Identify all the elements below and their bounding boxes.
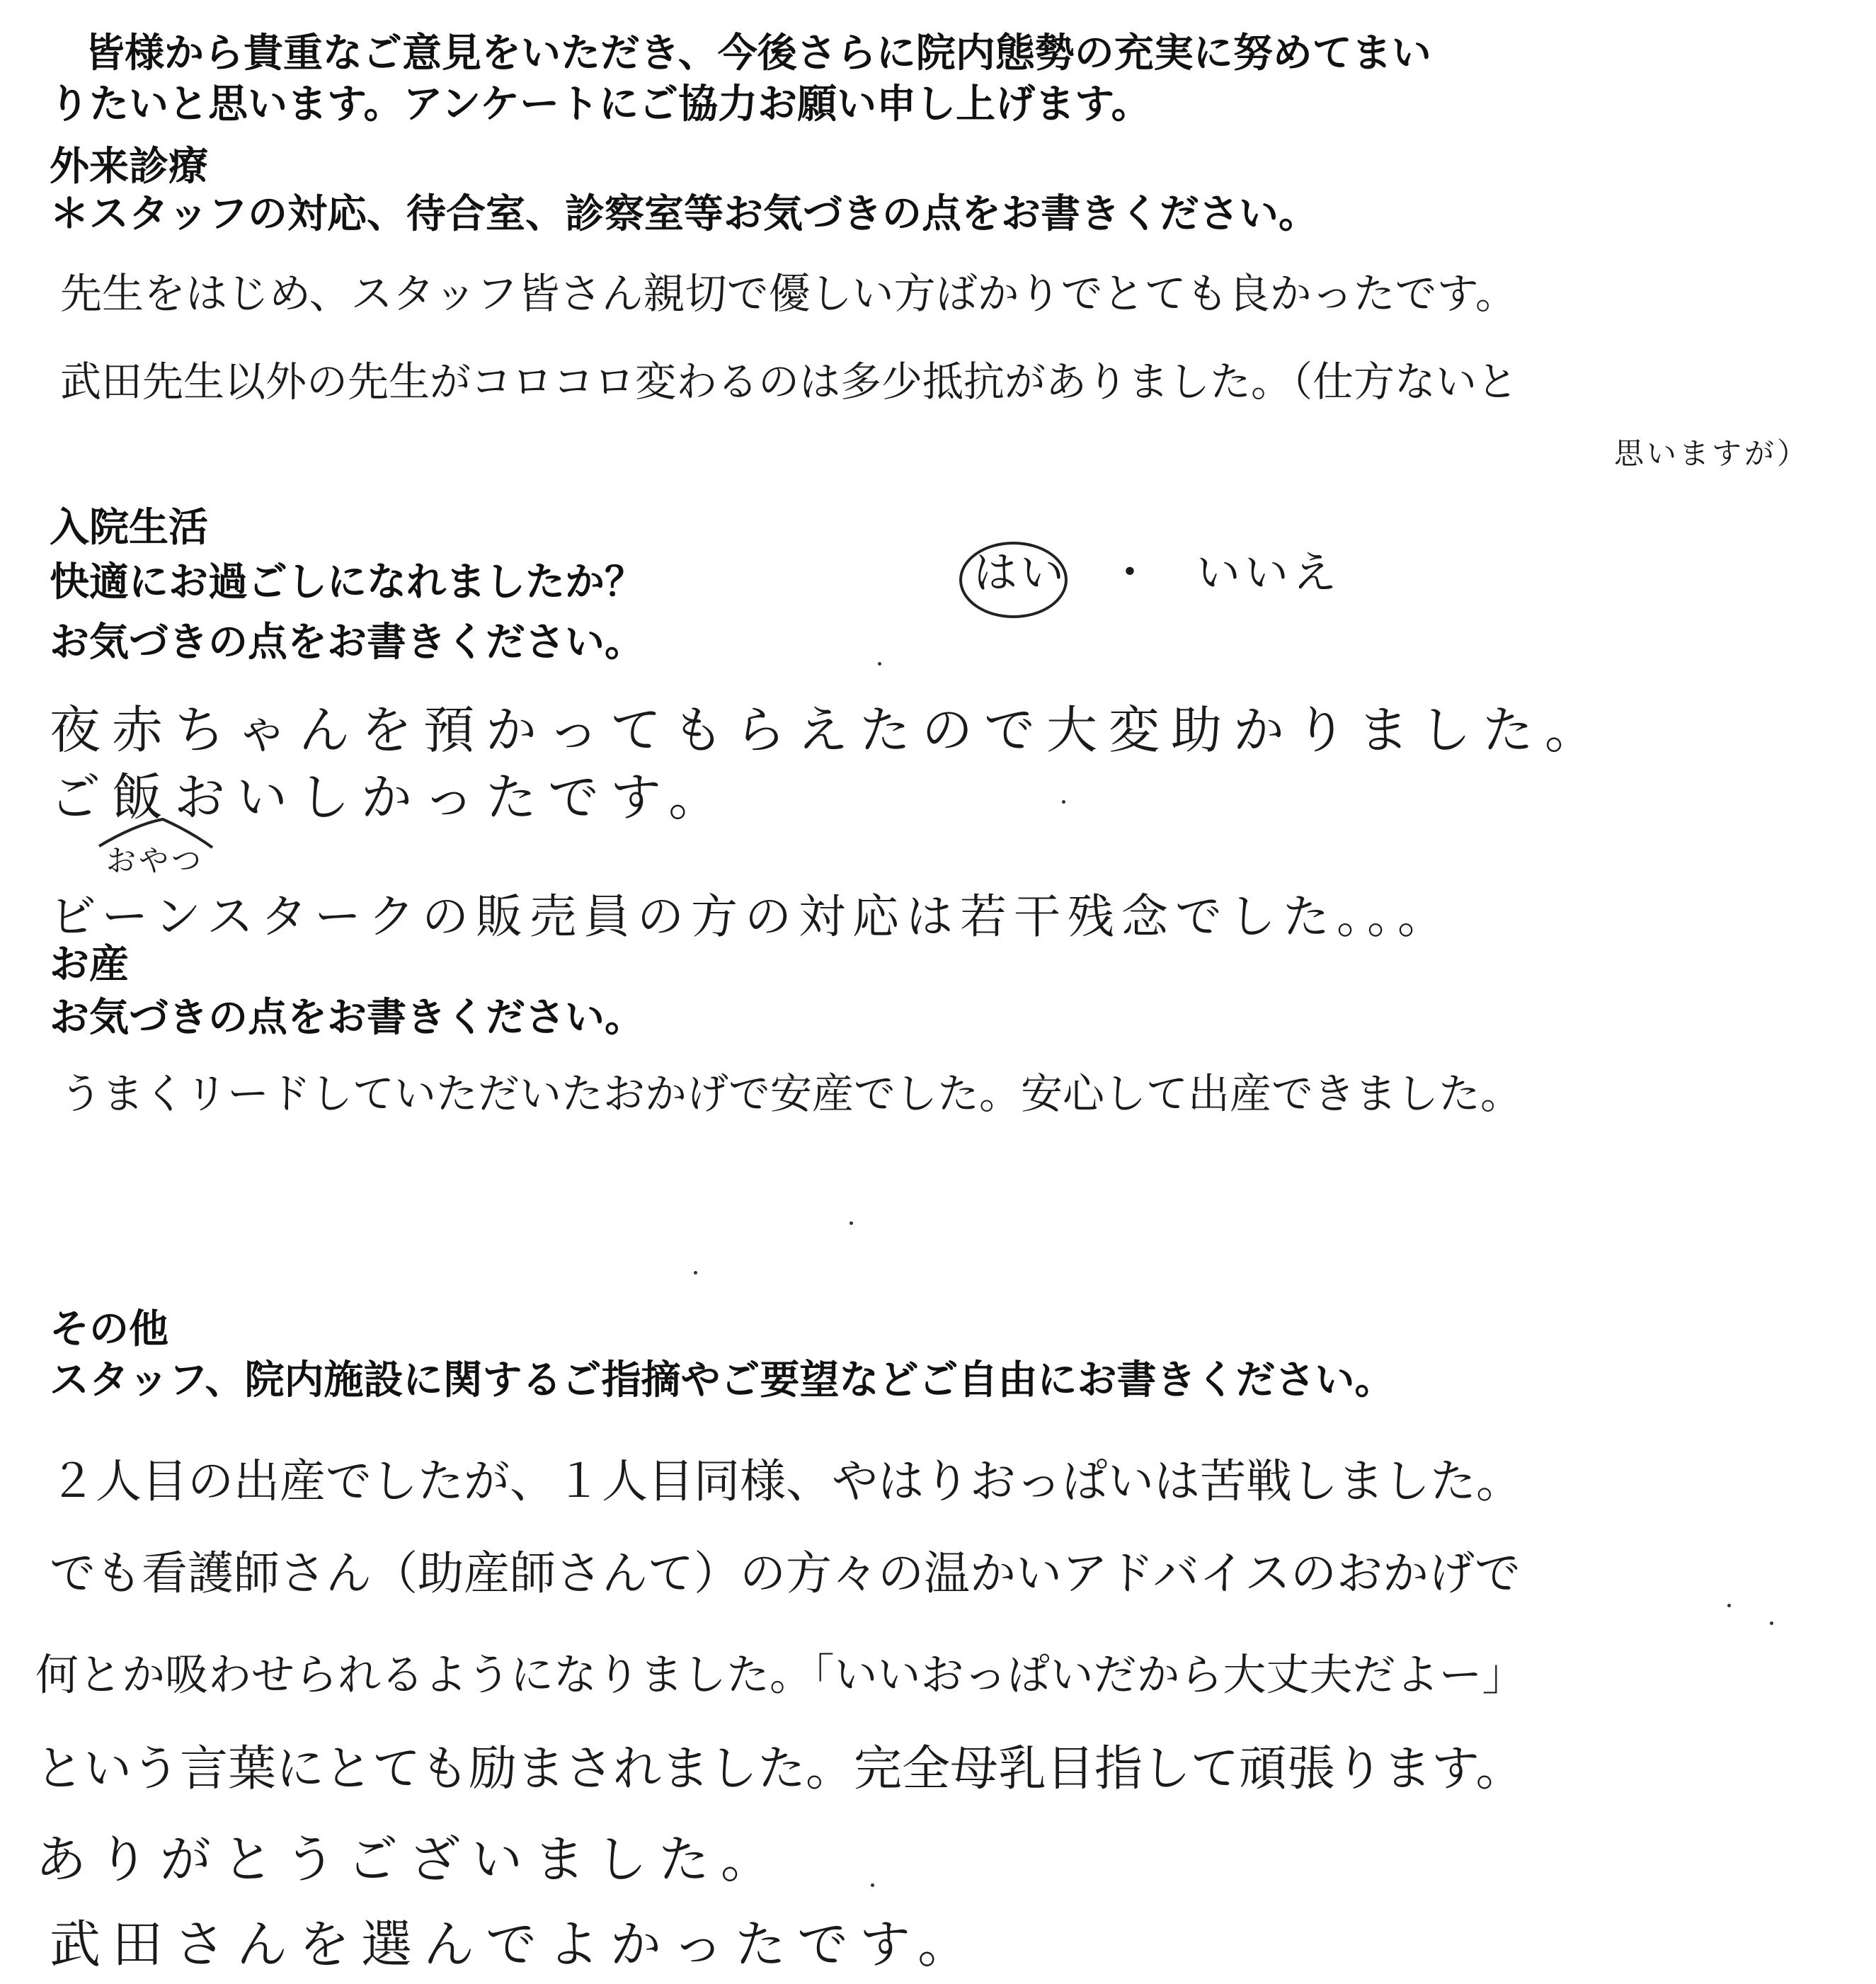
scan-speck: [1062, 800, 1065, 804]
delivery-heading: お産: [50, 942, 129, 988]
scan-speck: [1770, 1621, 1773, 1625]
outpatient-answer-line-1: 先生をはじめ、スタッフ皆さん親切で優しい方ばかりでとても良かったです。: [60, 269, 1517, 318]
other-question: スタッフ、院内施設に関するご指摘やご要望などご自由にお書きください。: [50, 1357, 1395, 1403]
option-yes: はい: [973, 547, 1068, 598]
inpatient-notes-question: お気づきの点をお書きください。: [50, 620, 644, 666]
inpatient-insertion-note: おやつ: [106, 843, 205, 878]
other-heading: その他: [50, 1306, 168, 1352]
inpatient-answer-line-3: ビーンスタークの販売員の方の対応は若干残念でした。。。: [50, 889, 1452, 944]
scan-speck: [871, 1883, 874, 1887]
scan-speck: [1727, 1604, 1731, 1607]
other-answer-line-5: ありがとうございました。: [35, 1830, 784, 1889]
inpatient-heading: 入院生活: [50, 505, 208, 551]
other-answer-line-1: ２人目の出産でしたが、１人目同様、やはりおっぱいは苦戦しました。: [50, 1455, 1523, 1508]
scan-speck: [850, 1221, 853, 1225]
outpatient-answer-line-2: 武田先生以外の先生がコロコロ変わるのは多少抵抗がありました。（仕方ないと: [60, 358, 1518, 406]
delivery-question: お気づきの点をお書きください。: [50, 995, 644, 1041]
delivery-answer-line-1: うまくリードしていただいたおかげで安産でした。安心して出産できました。: [60, 1069, 1523, 1118]
other-answer-line-4: という言葉にとても励まされました。完全母乳目指して頑張ります。: [35, 1741, 1524, 1797]
option-separator: ・: [1108, 547, 1164, 598]
inpatient-answer-line-2: ご飯おいしかったです。: [50, 768, 731, 827]
other-answer-line-2: でも看護師さん（助産師さんて）の方々の温かいアドバイスのおかげで: [50, 1547, 1521, 1600]
intro-line-1: 皆様から貴重なご意見をいただき、今後さらに院内態勢の充実に努めてまい: [85, 30, 1431, 76]
inpatient-answer-line-1: 夜赤ちゃんを預かってもらえたので大変助かりました。: [50, 700, 1608, 760]
outpatient-heading: 外来診療: [50, 144, 208, 190]
other-answer-line-3: 何とか吸わせられるようになりました。「いいおっぱいだから大丈夫だよー」: [35, 1650, 1526, 1700]
other-answer-line-6: 武田さんを選んでよかったです。: [50, 1915, 980, 1974]
scan-speck: [878, 662, 881, 666]
comfort-question: 快適にお過ごしになれましたか？: [50, 559, 644, 605]
option-no: いいえ: [1196, 547, 1342, 598]
outpatient-question: ＊スタッフの対応、待合室、診察室等お気づきの点をお書きください。: [50, 191, 1318, 237]
outpatient-answer-line-3: 思いますが）: [1614, 436, 1810, 471]
intro-line-2: りたいと思います。アンケートにご協力お願い申し上げます。: [50, 81, 1151, 127]
scan-speck: [694, 1271, 697, 1275]
